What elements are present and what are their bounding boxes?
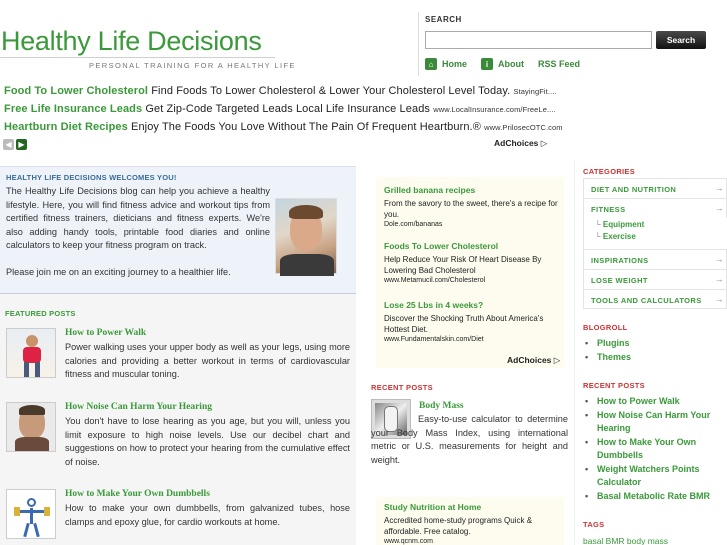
nav-home[interactable]: ⌂ Home: [425, 58, 467, 70]
category-diet-and-nutrition[interactable]: DIET AND NUTRITION →: [583, 178, 727, 198]
top-ad[interactable]: [4, 103, 556, 115]
nav-about[interactable]: i About: [481, 58, 524, 70]
welcome-paragraph: The Healthy Life Decisions blog can help you achieve a healthy lifestyle. Here, you will find fitness advice and workout tips from certified fitness trainers, dieticians and fitness experts. We're also adding handy tools, printable food diaries and online calculators to keep your fitness program on track.: [6, 186, 270, 250]
recent-post-link[interactable]: • Basal Metabolic Rate BMR: [585, 490, 725, 504]
post-thumbnail[interactable]: [6, 328, 56, 378]
post-title-link[interactable]: Body Mass: [419, 401, 464, 411]
post-excerpt: Power walking uses your upper body as well as your legs, using more calories and providing a better workout in terms of cardiovascular fitness and muscular toning.: [65, 342, 350, 379]
search-button[interactable]: Search: [656, 31, 706, 49]
arrow-right-icon: →: [714, 294, 724, 304]
categories-list: [583, 178, 727, 309]
ad-unit[interactable]: [384, 300, 559, 343]
ad-pager: [3, 139, 29, 150]
arrow-right-icon: →: [714, 274, 724, 284]
ad-title[interactable]: Free Life Insurance Leads: [4, 103, 143, 115]
recent-posts-heading: RECENT POSTS: [583, 381, 645, 390]
info-icon: i: [481, 58, 493, 70]
top-ad[interactable]: [4, 121, 563, 133]
ad-title[interactable]: Lose 25 Lbs in 4 weeks?: [384, 300, 484, 310]
post-excerpt: Easy-to-use calculator to determine your Body Mass Index, using international metric or U.S. measurements for height and weight.: [371, 414, 568, 465]
ad-url[interactable]: www.Metamucil.com/Cholesterol: [384, 277, 486, 284]
ad-text: Help Reduce Your Risk Of Heart Disease By Lowering Bad Cholesterol: [384, 255, 542, 275]
ad-title[interactable]: Heartburn Diet Recipes: [4, 121, 128, 133]
adchoices-icon: ▷: [540, 138, 548, 148]
sponsored-ads: [376, 497, 564, 545]
ad-text: Get Zip-Code Targeted Leads Local Life Insurance Leads: [145, 103, 431, 115]
subcategory-exercise[interactable]: └ Exercise: [583, 232, 727, 249]
featured-posts: [0, 294, 356, 545]
search-label: SEARCH: [425, 15, 462, 24]
ad-url[interactable]: www.Fundamentalskin.com/Diet: [384, 336, 484, 343]
arrow-right-icon: →: [714, 254, 724, 264]
site-tagline: PERSONAL TRAINING FOR A HEALTHY LIFE: [89, 61, 296, 70]
blogroll-heading: BLOGROLL: [583, 323, 628, 332]
category-fitness[interactable]: FITNESS →: [583, 198, 727, 218]
blogroll-list: [585, 337, 631, 364]
ad-unit[interactable]: [384, 241, 559, 284]
nav-rss[interactable]: RSS Feed: [538, 59, 581, 69]
ad-url[interactable]: Dole.com/bananas: [384, 221, 443, 228]
post-thumbnail[interactable]: [6, 489, 56, 539]
welcome-paragraph: Please join me on an exciting journey to a healthier life.: [6, 267, 231, 277]
blogroll-link[interactable]: • Plugins: [585, 337, 631, 351]
ad-title[interactable]: Study Nutrition at Home: [384, 502, 482, 512]
adchoices-link[interactable]: AdChoices ▷: [494, 138, 548, 148]
next-arrow-icon[interactable]: ▶: [16, 139, 27, 150]
blogroll-link[interactable]: • Themes: [585, 351, 631, 365]
ad-title[interactable]: Foods To Lower Cholesterol: [384, 241, 499, 251]
category-inspirations[interactable]: INSPIRATIONS →: [583, 249, 727, 269]
author-photo: [275, 198, 337, 274]
ad-text: Accredited home-study programs Quick & affordable. Free catalog.: [384, 516, 533, 536]
home-icon: ⌂: [425, 58, 437, 70]
post-excerpt: How to make your own dumbbells, from galvanized tubes, hose clamps and epoxy glue, for cardio workouts at home.: [65, 503, 350, 527]
prev-arrow-icon[interactable]: ◀: [3, 139, 14, 150]
tags-heading: TAGS: [583, 520, 605, 529]
header-divider: [418, 12, 419, 76]
category-lose-weight[interactable]: LOSE WEIGHT →: [583, 269, 727, 289]
sponsored-ads: [376, 177, 564, 368]
post-title-link[interactable]: How to Power Walk: [65, 328, 147, 338]
recent-post-link[interactable]: • Weight Watchers Points Calculator: [585, 463, 725, 490]
site-title[interactable]: Healthy Life Decisions: [1, 26, 262, 56]
category-tools-and-calculators[interactable]: TOOLS AND CALCULATORS →: [583, 289, 727, 309]
title-divider: [0, 57, 275, 58]
ad-url[interactable]: www.LocalInsurance.com/FreeLe....: [433, 105, 556, 114]
adchoices-icon: ▷: [553, 355, 561, 365]
tag-cloud[interactable]: basal BMR body mass: [583, 536, 669, 545]
ad-unit[interactable]: [384, 502, 559, 545]
ad-text: From the savory to the sweet, there's a recipe for you.: [384, 199, 558, 219]
recent-post-link[interactable]: • How to Power Walk: [585, 395, 725, 409]
ad-text: Enjoy The Foods You Love Without The Pain Of Frequent Heartburn.®: [131, 121, 481, 133]
arrow-right-icon: →: [714, 203, 724, 213]
arrow-right-icon: →: [714, 183, 724, 193]
ad-url[interactable]: www.qcnm.com: [384, 538, 434, 545]
welcome-heading: HEALTHY LIFE DECISIONS WELCOMES YOU!: [6, 173, 177, 182]
post-title-link[interactable]: How Noise Can Harm Your Hearing: [65, 402, 212, 412]
ad-url[interactable]: StayingFit....: [513, 87, 557, 96]
subcategory-equipment[interactable]: └ Equipment: [583, 218, 727, 232]
ad-text: Find Foods To Lower Cholesterol & Lower Your Cholesterol Level Today.: [151, 85, 511, 97]
recent-posts-list: [585, 395, 725, 503]
adchoices-link[interactable]: AdChoices ▷: [507, 355, 561, 365]
ad-unit[interactable]: [384, 185, 559, 228]
recent-posts-heading: RECENT POSTS: [371, 383, 433, 392]
post-title-link[interactable]: How to Make Your Own Dumbbells: [65, 489, 210, 499]
post-excerpt: You don't have to lose hearing as you age, but you will, unless you limit exposure to high noise levels. Use our decibel chart and suggestions on how to protect your hearing from the cumulative effect of noise.: [65, 416, 350, 467]
welcome-box: [0, 166, 356, 294]
top-ad[interactable]: [4, 85, 557, 97]
top-nav: [425, 58, 594, 70]
recent-post-link[interactable]: • How to Make Your Own Dumbbells: [585, 436, 725, 463]
recent-post-link[interactable]: • How Noise Can Harm Your Hearing: [585, 409, 725, 436]
search-input[interactable]: [425, 31, 652, 49]
ad-text: Discover the Shocking Truth About America's Hottest Diet.: [384, 314, 544, 334]
sidebar-divider: [574, 160, 575, 545]
ad-title[interactable]: Food To Lower Cholesterol: [4, 85, 149, 97]
categories-heading: CATEGORIES: [583, 167, 636, 176]
ad-title[interactable]: Grilled banana recipes: [384, 185, 476, 195]
post-thumbnail[interactable]: [6, 402, 56, 452]
featured-heading: FEATURED POSTS: [5, 309, 76, 318]
ad-url[interactable]: www.PrilosecOTC.com: [484, 123, 563, 132]
